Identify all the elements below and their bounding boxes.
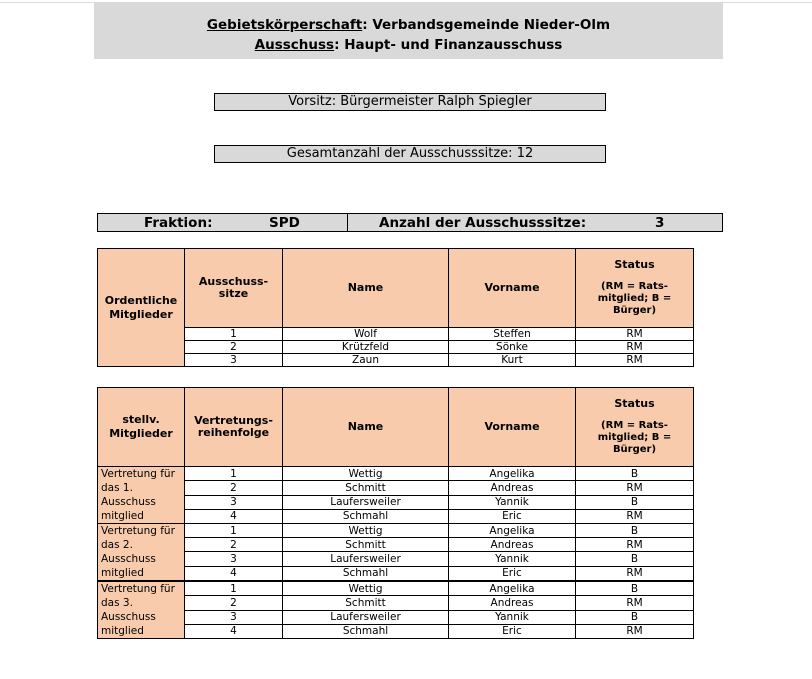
cell-vorname: Yannik bbox=[449, 552, 576, 566]
vorsitz-box: Vorsitz: Bürgermeister Ralph Spiegler bbox=[214, 93, 606, 111]
cell-vorname: Yannik bbox=[449, 495, 576, 509]
cell-name: Schmitt bbox=[283, 596, 449, 610]
cell-vorname: Yannik bbox=[449, 610, 576, 624]
header-line-2 bbox=[94, 37, 723, 53]
cell-status: RM bbox=[576, 538, 694, 552]
col-vorname: Vorname bbox=[449, 249, 576, 328]
status-note: (RM = Rats-mitglied; B = Bürger) bbox=[597, 420, 672, 455]
header-label-1: Gebietskörperschaft bbox=[206, 17, 363, 33]
vertretung-group-label: Vertretung für das 2. Ausschuss mitglied bbox=[98, 524, 185, 582]
cell-status: RM bbox=[576, 481, 694, 495]
cell-vorname: Kurt bbox=[449, 354, 576, 367]
status-title: Status bbox=[614, 397, 655, 410]
cell-name: Schmitt bbox=[283, 538, 449, 552]
table-row bbox=[98, 481, 694, 495]
cell-vorname: Angelika bbox=[449, 581, 576, 596]
col-vorname: Vorname bbox=[449, 388, 576, 467]
cell-nr: 3 bbox=[185, 610, 283, 624]
ordentliche-mitglieder-table bbox=[97, 248, 694, 367]
cell-name: Wolf bbox=[283, 328, 449, 341]
cell-nr: 2 bbox=[185, 538, 283, 552]
table-row bbox=[98, 328, 694, 341]
vertretung-group-label: Vertretung für das 1. Ausschuss mitglied bbox=[98, 467, 185, 524]
cell-status: B bbox=[576, 495, 694, 509]
table-row bbox=[98, 524, 694, 538]
col-name: Name bbox=[283, 388, 449, 467]
stellv-mitglieder-table bbox=[97, 387, 694, 639]
col-ausschusssitze: Ausschuss-sitze bbox=[185, 249, 283, 328]
col-name: Name bbox=[283, 249, 449, 328]
table-row bbox=[98, 624, 694, 638]
cell-vorname: Eric bbox=[449, 624, 576, 638]
cell-name: Schmahl bbox=[283, 566, 449, 581]
fraktion-bar bbox=[97, 213, 723, 232]
header-value-2: : Haupt- und Finanzausschuss bbox=[334, 37, 563, 53]
cell-vorname: Eric bbox=[449, 509, 576, 523]
cell-status: RM bbox=[576, 566, 694, 581]
sitze-value: 3 bbox=[655, 215, 665, 231]
cell-name: Wettig bbox=[283, 581, 449, 596]
cell-nr: 3 bbox=[185, 495, 283, 509]
cell-status: RM bbox=[576, 328, 694, 341]
cell-status: B bbox=[576, 524, 694, 538]
table-row bbox=[98, 610, 694, 624]
cell-name: Wettig bbox=[283, 524, 449, 538]
status-title: Status bbox=[614, 258, 655, 271]
table-row bbox=[98, 341, 694, 354]
cell-nr: 1 bbox=[185, 467, 283, 481]
cell-nr: 3 bbox=[185, 552, 283, 566]
cell-vorname: Angelika bbox=[449, 467, 576, 481]
cell-vorname: Sönke bbox=[449, 341, 576, 354]
cell-vorname: Steffen bbox=[449, 328, 576, 341]
cell-vorname: Andreas bbox=[449, 596, 576, 610]
cell-vorname: Angelika bbox=[449, 524, 576, 538]
cell-name: Schmahl bbox=[283, 509, 449, 523]
fraktion-value: SPD bbox=[269, 215, 300, 231]
cell-status: B bbox=[576, 581, 694, 596]
cell-name: Krützfeld bbox=[283, 341, 449, 354]
header-value-1: : Verbandsgemeinde Nieder-Olm bbox=[362, 17, 611, 33]
ordentliche-mitglieder-label: Ordentliche Mitglieder bbox=[98, 249, 185, 367]
cell-name: Schmitt bbox=[283, 481, 449, 495]
table-row bbox=[98, 538, 694, 552]
cell-vorname: Eric bbox=[449, 566, 576, 581]
fraktion-label: Fraktion: bbox=[144, 215, 213, 231]
cell-name: Laufersweiler bbox=[283, 495, 449, 509]
col-vertretungsreihenfolge: Vertretungs-reihenfolge bbox=[185, 388, 283, 467]
cell-name: Schmahl bbox=[283, 624, 449, 638]
table-row bbox=[98, 552, 694, 566]
stellv-mitglieder-label: stellv. Mitglieder bbox=[98, 388, 185, 467]
status-note: (RM = Rats-mitglied; B = Bürger) bbox=[597, 281, 672, 316]
header-label-2: Ausschuss bbox=[254, 37, 335, 53]
cell-status: B bbox=[576, 467, 694, 481]
cell-status: RM bbox=[576, 354, 694, 367]
document-header bbox=[94, 2, 723, 59]
table-row bbox=[98, 581, 694, 596]
table-row bbox=[98, 509, 694, 523]
cell-name: Wettig bbox=[283, 467, 449, 481]
cell-nr: 3 bbox=[185, 354, 283, 367]
table-row bbox=[98, 354, 694, 367]
cell-name: Laufersweiler bbox=[283, 552, 449, 566]
cell-status: B bbox=[576, 610, 694, 624]
gesamtanzahl-box: Gesamtanzahl der Ausschusssitze: 12 bbox=[214, 145, 606, 163]
table-row bbox=[98, 566, 694, 581]
table-header-row bbox=[98, 388, 694, 467]
header-line-1 bbox=[94, 17, 723, 33]
cell-vorname: Andreas bbox=[449, 538, 576, 552]
col-status bbox=[576, 249, 694, 328]
vertretung-group-label: Vertretung für das 3. Ausschuss mitglied bbox=[98, 581, 185, 639]
cell-status: RM bbox=[576, 596, 694, 610]
cell-nr: 2 bbox=[185, 596, 283, 610]
cell-name: Laufersweiler bbox=[283, 610, 449, 624]
cell-status: RM bbox=[576, 624, 694, 638]
sitze-label: Anzahl der Ausschusssitze: bbox=[379, 215, 587, 231]
cell-vorname: Andreas bbox=[449, 481, 576, 495]
col-status bbox=[576, 388, 694, 467]
table-header-row bbox=[98, 249, 694, 328]
cell-name: Zaun bbox=[283, 354, 449, 367]
cell-nr: 4 bbox=[185, 566, 283, 581]
cell-nr: 4 bbox=[185, 509, 283, 523]
cell-nr: 1 bbox=[185, 581, 283, 596]
cell-nr: 2 bbox=[185, 341, 283, 354]
cell-status: B bbox=[576, 552, 694, 566]
cell-status: RM bbox=[576, 341, 694, 354]
fraktion-separator bbox=[347, 214, 348, 231]
cell-nr: 1 bbox=[185, 524, 283, 538]
cell-nr: 4 bbox=[185, 624, 283, 638]
table-row bbox=[98, 467, 694, 481]
cell-status: RM bbox=[576, 509, 694, 523]
cell-nr: 1 bbox=[185, 328, 283, 341]
table-row bbox=[98, 495, 694, 509]
table-row bbox=[98, 596, 694, 610]
cell-nr: 2 bbox=[185, 481, 283, 495]
